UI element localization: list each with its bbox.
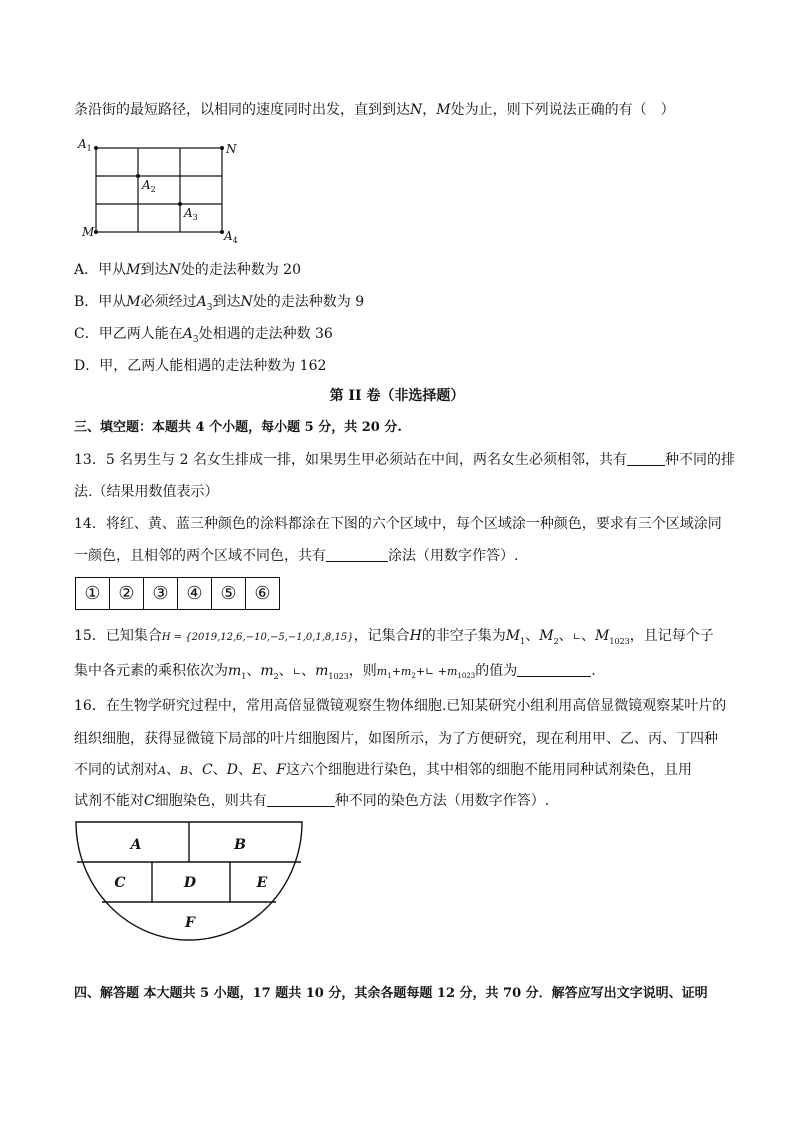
- point-m: [94, 230, 98, 234]
- label-a1: $A_1$: [78, 137, 92, 153]
- q13-answer-blank[interactable]: [627, 451, 665, 466]
- q13-line2: 法.（结果用数值表示）: [74, 484, 219, 500]
- option-c: C．甲乙两人能在$A_3$处相遇的走法种数 36: [74, 326, 333, 345]
- region-cell: ⑥: [254, 583, 271, 604]
- label-a2: $A_2$: [142, 178, 156, 194]
- cell-label-d: D: [183, 875, 197, 891]
- q15-answer-blank[interactable]: [517, 662, 591, 677]
- region-cell: ②: [110, 578, 144, 609]
- q14-answer-blank[interactable]: [326, 547, 388, 562]
- label-m: M: [82, 225, 95, 239]
- region-cell: ④: [178, 578, 212, 609]
- leaf-cell-diagram: [72, 820, 308, 944]
- cell-label-b: B: [234, 837, 246, 853]
- set-h-expression: H = {2019,12,6,−10,−5,−1,0,1,8,15}: [161, 632, 354, 643]
- cell-label-e: E: [256, 875, 268, 891]
- point-a3: [178, 202, 182, 206]
- option-b: B．甲从M必须经过$A_3$到达N处的走法种数为 9: [74, 294, 365, 313]
- q16-answer-blank[interactable]: [267, 792, 335, 807]
- region-cell: ③: [144, 578, 178, 609]
- section-4-title: 四、解答题 本大题共 5 小题，17 题共 10 分，其余各题每题 12 分，共 70 分．解答应写出文字说明、证明: [74, 986, 708, 1001]
- region-cell: ⑤: [212, 578, 246, 609]
- label-n: N: [226, 142, 237, 156]
- label-a4: $A_4$: [224, 229, 238, 245]
- q16-line3: 不同的试剂对A、B、C、D、E、F这六个细胞进行染色，其中相邻的细胞不能用同种试剂染色，且用: [74, 762, 692, 778]
- option-a: A．甲从M到达N处的走法种数为 20: [74, 262, 301, 278]
- street-grid-figure: [74, 136, 254, 248]
- var-m: M: [436, 102, 451, 118]
- q14-line2: 一颜色，且相邻的两个区域不同色，共有 涂法（用数字作答）.: [74, 548, 519, 564]
- q14-line1: 14．将红、黄、蓝三种颜色的涂料都涂在下图的六个区域中，每个区域涂一种颜色，要求有三个区域涂同: [74, 516, 722, 532]
- section-2-title: 第 II 卷（非选择题）: [329, 388, 465, 404]
- var-n: N: [410, 102, 423, 118]
- grid-border: [96, 148, 222, 232]
- label-a3: $A_3$: [184, 206, 198, 222]
- q16-line4: 试剂不能对C细胞染色，则共有 种不同的染色方法（用数字作答）.: [74, 793, 550, 809]
- q16-line2: 组织细胞，获得显微镜下局部的叶片细胞图片，如图所示，为了方便研究，现在利用甲、乙、丙、丁四种: [74, 731, 718, 747]
- intro-text-end: 处为止，则下列说法正确的有（ ）: [450, 102, 675, 118]
- point-a2: [136, 174, 140, 178]
- sum-expression: $m_1+m_2+∟ +m_{1023}$: [376, 665, 476, 681]
- q16-line1: 16．在生物学研究过程中，常用高倍显微镜观察生物体细胞.已知某研究小组利用高倍显微镜观察某叶片的: [74, 698, 727, 714]
- intro-sep: ，: [422, 102, 437, 118]
- option-d: D．甲，乙两人能相遇的走法种数为 162: [74, 358, 327, 374]
- intro-line: [74, 100, 675, 120]
- intro-text: 条沿街的最短路径，以相同的速度同时出发，直到到达: [74, 102, 410, 118]
- section-3-title: 三、填空题：本题共 4 个小题，每小题 5 分，共 20 分.: [74, 420, 402, 435]
- cell-label-f: F: [185, 915, 195, 931]
- point-a1: [94, 146, 98, 150]
- cell-label-a: A: [130, 837, 142, 853]
- region-strip: [75, 577, 280, 610]
- q13-line1: 13．5 名男生与 2 名女生排成一排，如果男生甲必须站在中间，两名女生必须相邻，共有 种不同的排: [74, 452, 735, 468]
- point-n: [220, 146, 224, 150]
- q15-line1: 15．已知集合H = {2019,12,6,−10,−5,−1,0,1,8,15}，记集合H的非空子集为$M_1$、$M_2$、∟、$M_{1023}$，且记每个子: [74, 628, 714, 646]
- q15-line2: 集中各元素的乘积依次为$m_1$、$m_2$、∟、$m_{1023}$，则$m_1+m_2+∟ +m_{1023}$的值为 .: [74, 663, 596, 681]
- region-cell: ①: [76, 578, 110, 609]
- cell-label-c: C: [114, 875, 126, 891]
